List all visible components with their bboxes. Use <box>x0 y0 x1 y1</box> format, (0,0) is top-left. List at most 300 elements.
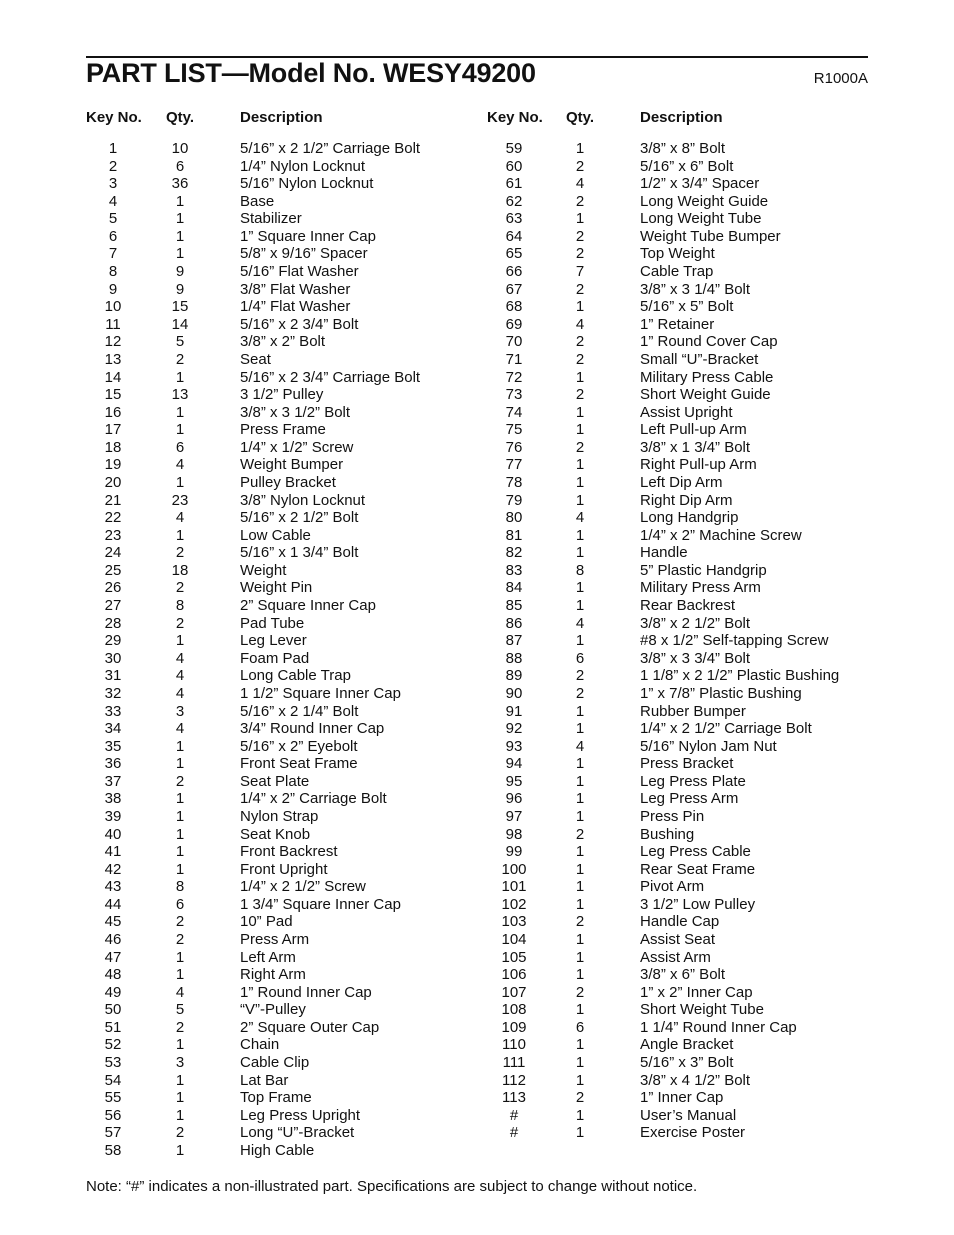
part-description: “V”-Pulley <box>240 1001 306 1019</box>
part-key-number: 56 <box>104 1106 122 1124</box>
part-row <box>0 527 477 545</box>
part-quantity: 4 <box>175 456 185 474</box>
part-quantity: 5 <box>175 333 185 351</box>
part-description: Leg Press Arm <box>640 790 739 808</box>
part-quantity: 6 <box>175 438 185 456</box>
part-row <box>0 228 477 246</box>
part-key-number: 34 <box>104 720 122 738</box>
part-description: Leg Press Cable <box>640 843 751 861</box>
footer-note: Note: “#” indicates a non-illustrated part. Specifications are subject to change without notice. <box>86 1178 698 1195</box>
part-key-number: 88 <box>505 649 523 667</box>
document-code: R1000A <box>813 70 868 87</box>
part-quantity: 2 <box>175 350 185 368</box>
part-quantity: 2 <box>575 333 585 351</box>
part-key-number: 109 <box>501 1018 527 1036</box>
part-row <box>0 263 477 281</box>
part-key-number: 49 <box>104 983 122 1001</box>
page-title: PART LIST—Model No. WESY49200 <box>86 58 536 88</box>
part-row <box>477 615 954 633</box>
part-quantity: 1 <box>175 473 185 491</box>
part-key-number: 37 <box>104 772 122 790</box>
part-description: 1 1/8” x 2 1/2” Plastic Bushing <box>640 667 840 685</box>
part-row <box>0 826 477 844</box>
part-row <box>477 843 954 861</box>
part-quantity: 1 <box>575 579 585 597</box>
part-row <box>0 474 477 492</box>
part-key-number: 90 <box>505 684 523 702</box>
part-row <box>0 1019 477 1037</box>
part-row <box>0 703 477 721</box>
part-key-number: 2 <box>108 157 118 175</box>
part-row <box>0 1107 477 1125</box>
part-quantity: 4 <box>575 737 585 755</box>
part-description: 1/4” Nylon Locknut <box>240 157 366 175</box>
part-row <box>0 1089 477 1107</box>
part-description: 3/8” x 4 1/2” Bolt <box>640 1071 751 1089</box>
part-description: Pivot Arm <box>640 878 705 896</box>
part-key-number: 77 <box>505 456 523 474</box>
part-key-number: 76 <box>505 438 523 456</box>
part-row <box>477 632 954 650</box>
part-description: 5/16” Nylon Jam Nut <box>640 737 777 755</box>
part-description: Top Weight <box>640 245 715 263</box>
part-row <box>0 650 477 668</box>
part-quantity: 2 <box>175 913 185 931</box>
part-quantity: 1 <box>575 720 585 738</box>
part-key-number: 8 <box>108 263 118 281</box>
part-row <box>477 158 954 176</box>
part-row <box>0 492 477 510</box>
part-key-number: 11 <box>105 315 121 333</box>
part-quantity: 2 <box>575 438 585 456</box>
part-description: Assist Arm <box>640 948 711 966</box>
part-row <box>477 790 954 808</box>
part-description: 1/4” x 2” Machine Screw <box>640 526 802 544</box>
part-key-number: 9 <box>108 280 118 298</box>
part-description: Base <box>240 192 275 210</box>
part-description: 1” Round Inner Cap <box>240 983 372 1001</box>
part-key-number: 14 <box>104 368 122 386</box>
part-key-number: 81 <box>505 526 523 544</box>
part-row <box>0 632 477 650</box>
part-row <box>0 720 477 738</box>
part-quantity: 2 <box>575 227 585 245</box>
part-description: Chain <box>240 1036 280 1054</box>
part-quantity: 2 <box>575 983 585 1001</box>
part-quantity: 18 <box>171 561 189 579</box>
part-row <box>0 843 477 861</box>
part-row <box>477 738 954 756</box>
part-key-number: 67 <box>505 280 523 298</box>
part-description: Long Handgrip <box>640 509 739 527</box>
part-key-number: 69 <box>505 315 523 333</box>
part-row <box>0 615 477 633</box>
part-quantity: 1 <box>175 526 185 544</box>
part-quantity: 5 <box>175 1001 185 1019</box>
part-description: 1 3/4” Square Inner Cap <box>240 895 401 913</box>
part-quantity: 1 <box>575 860 585 878</box>
part-quantity: 1 <box>575 1054 585 1072</box>
part-description: Long Cable Trap <box>240 667 351 685</box>
part-quantity: 6 <box>175 895 185 913</box>
part-key-number: 79 <box>505 491 523 509</box>
part-row <box>0 1072 477 1090</box>
part-key-number: 4 <box>108 192 118 210</box>
part-key-number: 70 <box>505 333 523 351</box>
part-quantity: 6 <box>175 157 185 175</box>
part-row <box>477 1019 954 1037</box>
part-row <box>477 228 954 246</box>
part-description: 10” Pad <box>240 913 293 931</box>
part-quantity: 2 <box>575 350 585 368</box>
part-quantity: 7 <box>575 263 585 281</box>
part-quantity: 1 <box>575 702 585 720</box>
part-quantity: 1 <box>575 790 585 808</box>
part-row <box>477 931 954 949</box>
part-key-number: 92 <box>505 720 523 738</box>
part-description: Nylon Strap <box>240 807 319 825</box>
part-key-number: 30 <box>104 649 122 667</box>
part-description: 1” Square Inner Cap <box>240 227 376 245</box>
part-description: Press Frame <box>240 421 326 439</box>
part-quantity: 2 <box>575 1089 585 1107</box>
part-quantity: 1 <box>575 843 585 861</box>
part-row <box>477 439 954 457</box>
part-row <box>0 210 477 228</box>
part-row <box>0 913 477 931</box>
part-key-number: 80 <box>505 509 523 527</box>
part-row <box>477 755 954 773</box>
part-quantity: 4 <box>175 720 185 738</box>
part-description: 5/16” x 2 1/2” Carriage Bolt <box>240 140 421 157</box>
part-quantity: 1 <box>575 597 585 615</box>
part-description: 1 1/4” Round Inner Cap <box>640 1018 797 1036</box>
part-row <box>477 1001 954 1019</box>
part-key-number: 39 <box>104 807 122 825</box>
part-key-number: 96 <box>505 790 523 808</box>
part-key-number: 18 <box>104 438 122 456</box>
part-key-number: 23 <box>104 526 122 544</box>
part-key-number: 12 <box>104 333 122 351</box>
part-description: Weight <box>240 561 287 579</box>
part-row <box>0 1001 477 1019</box>
part-key-number: 29 <box>104 632 122 650</box>
part-key-number: 66 <box>505 263 523 281</box>
part-row <box>0 404 477 422</box>
part-description: 5/16” Flat Washer <box>240 263 359 281</box>
part-quantity: 36 <box>171 175 189 193</box>
part-quantity: 1 <box>175 210 185 228</box>
part-description: 5/16” x 2 1/4” Bolt <box>240 702 359 720</box>
part-key-number: 104 <box>501 931 527 949</box>
part-quantity: 1 <box>175 368 185 386</box>
part-quantity: 4 <box>175 684 185 702</box>
part-description: Small “U”-Bracket <box>640 350 759 368</box>
part-description: 5/16” Nylon Locknut <box>240 175 374 193</box>
part-description: 3/8” x 2 1/2” Bolt <box>640 614 751 632</box>
part-row <box>477 281 954 299</box>
part-row <box>477 1036 954 1054</box>
part-quantity: 1 <box>575 1124 585 1142</box>
part-key-number: 48 <box>104 966 122 984</box>
part-quantity: 1 <box>575 807 585 825</box>
part-description: Cable Clip <box>240 1054 310 1072</box>
part-key-number: 78 <box>505 473 523 491</box>
part-key-number: 108 <box>501 1001 527 1019</box>
part-key-number: 31 <box>104 667 122 685</box>
part-quantity: 1 <box>575 1071 585 1089</box>
part-quantity: 4 <box>175 667 185 685</box>
part-key-number: 106 <box>501 966 527 984</box>
part-key-number: 95 <box>505 772 523 790</box>
part-row <box>0 509 477 527</box>
part-row <box>477 369 954 387</box>
part-quantity: 23 <box>171 491 189 509</box>
part-quantity: 1 <box>175 1141 185 1159</box>
part-row <box>477 1089 954 1107</box>
part-key-number: 107 <box>501 983 527 1001</box>
part-quantity: 6 <box>575 1018 585 1036</box>
part-quantity: 1 <box>175 245 185 263</box>
part-description: Short Weight Tube <box>640 1001 764 1019</box>
part-description: Seat Plate <box>240 772 310 790</box>
part-quantity: 1 <box>575 403 585 421</box>
part-row <box>477 492 954 510</box>
part-key-number: 24 <box>104 544 122 562</box>
part-description: High Cable <box>240 1141 315 1159</box>
part-quantity: 2 <box>175 614 185 632</box>
part-description: Right Pull-up Arm <box>640 456 757 474</box>
part-key-number: 10 <box>104 298 122 316</box>
part-key-number: 17 <box>104 421 122 439</box>
part-key-number: 85 <box>505 597 523 615</box>
part-description: 3/4” Round Inner Cap <box>240 720 385 738</box>
part-description: 5/16” x 2 3/4” Carriage Bolt <box>240 368 421 386</box>
part-row <box>0 158 477 176</box>
part-key-number: 57 <box>104 1124 122 1142</box>
part-row <box>0 333 477 351</box>
part-row <box>477 720 954 738</box>
part-row <box>477 404 954 422</box>
part-quantity: 1 <box>575 966 585 984</box>
part-description: 3/8” x 6” Bolt <box>640 966 726 984</box>
part-key-number: 53 <box>104 1054 122 1072</box>
part-quantity: 1 <box>175 790 185 808</box>
part-description: 5/16” x 5” Bolt <box>640 298 734 316</box>
part-quantity: 8 <box>175 878 185 896</box>
part-key-number: 19 <box>104 456 122 474</box>
part-row <box>0 878 477 896</box>
part-quantity: 1 <box>575 473 585 491</box>
part-description: Seat Knob <box>240 825 311 843</box>
part-key-number: 41 <box>104 843 122 861</box>
part-key-number: 32 <box>104 684 122 702</box>
part-row <box>0 861 477 879</box>
part-row <box>0 685 477 703</box>
part-key-number: 87 <box>505 632 523 650</box>
part-quantity: 8 <box>575 561 585 579</box>
part-key-number: 93 <box>505 737 523 755</box>
part-description: Bushing <box>640 825 695 843</box>
part-description: Weight Pin <box>240 579 313 597</box>
part-key-number: 97 <box>505 807 523 825</box>
part-description: 1” x 7/8” Plastic Bushing <box>640 684 802 702</box>
part-row <box>0 298 477 316</box>
part-key-number: 98 <box>505 825 523 843</box>
part-quantity: 1 <box>575 931 585 949</box>
part-row <box>477 210 954 228</box>
part-key-number: 20 <box>104 473 122 491</box>
part-description: 2” Square Outer Cap <box>240 1018 380 1036</box>
part-row <box>477 456 954 474</box>
part-quantity: 2 <box>175 931 185 949</box>
left-header-key: Key No. <box>86 109 142 126</box>
part-quantity: 1 <box>575 491 585 509</box>
part-description: Leg Press Plate <box>640 772 746 790</box>
part-description: 3/8” Nylon Locknut <box>240 491 366 509</box>
part-description: User’s Manual <box>640 1106 737 1124</box>
part-description: Angle Bracket <box>640 1036 734 1054</box>
part-key-number: 59 <box>505 140 523 157</box>
part-description: 5/16” x 2 3/4” Bolt <box>240 315 359 333</box>
part-quantity: 2 <box>575 913 585 931</box>
part-key-number: 16 <box>104 403 122 421</box>
part-row <box>0 562 477 580</box>
part-key-number: 44 <box>104 895 122 913</box>
part-description: Rear Seat Frame <box>640 860 756 878</box>
right-header-qty: Qty. <box>566 109 595 126</box>
part-row <box>477 861 954 879</box>
part-description: 1/2” x 3/4” Spacer <box>640 175 760 193</box>
part-key-number: 71 <box>505 350 523 368</box>
part-key-number: 7 <box>108 245 118 263</box>
part-key-number: 43 <box>104 878 122 896</box>
part-row <box>0 351 477 369</box>
part-row <box>0 245 477 263</box>
part-quantity: 1 <box>575 526 585 544</box>
part-description: Pad Tube <box>240 614 305 632</box>
part-row <box>0 439 477 457</box>
part-row <box>477 949 954 967</box>
part-quantity: 1 <box>175 632 185 650</box>
part-key-number: 75 <box>505 421 523 439</box>
part-row <box>477 1124 954 1142</box>
part-key-number: 38 <box>104 790 122 808</box>
part-description: Assist Upright <box>640 403 733 421</box>
part-quantity: 1 <box>175 948 185 966</box>
part-row <box>477 175 954 193</box>
part-row <box>477 1054 954 1072</box>
part-quantity: 15 <box>171 298 189 316</box>
part-key-number: 111 <box>502 1054 526 1072</box>
part-row <box>0 667 477 685</box>
left-header-description: Description <box>240 109 323 126</box>
part-key-number: 33 <box>104 702 122 720</box>
part-quantity: 1 <box>175 192 185 210</box>
part-quantity: 1 <box>175 227 185 245</box>
part-key-number: 46 <box>104 931 122 949</box>
part-quantity: 1 <box>575 755 585 773</box>
part-quantity: 9 <box>175 263 185 281</box>
part-key-number: 110 <box>502 1036 526 1054</box>
part-key-number: 58 <box>104 1141 122 1159</box>
part-key-number: 86 <box>505 614 523 632</box>
part-description: 1/4” x 2 1/2” Carriage Bolt <box>640 720 812 738</box>
part-description: Press Pin <box>640 807 705 825</box>
part-description: Left Arm <box>240 948 296 966</box>
part-row <box>477 527 954 545</box>
part-description: 3/8” x 1 3/4” Bolt <box>640 438 751 456</box>
part-quantity: 1 <box>575 1106 585 1124</box>
part-row <box>477 984 954 1002</box>
part-row <box>477 685 954 703</box>
part-description: 1” x 2” Inner Cap <box>640 983 753 1001</box>
part-row <box>477 245 954 263</box>
part-description: Military Press Cable <box>640 368 774 386</box>
part-description: 3/8” x 8” Bolt <box>640 140 726 157</box>
part-key-number: 62 <box>505 192 523 210</box>
part-quantity: 1 <box>575 948 585 966</box>
part-key-number: 36 <box>104 755 122 773</box>
part-description: 5/8” x 9/16” Spacer <box>240 245 368 263</box>
part-key-number: # <box>509 1106 519 1124</box>
part-key-number: 45 <box>104 913 122 931</box>
part-row <box>477 421 954 439</box>
part-row <box>477 1072 954 1090</box>
part-description: Long Weight Guide <box>640 192 769 210</box>
part-quantity: 2 <box>175 544 185 562</box>
part-description: Right Dip Arm <box>640 491 733 509</box>
part-row <box>477 263 954 281</box>
part-key-number: 50 <box>104 1001 122 1019</box>
part-description: 1/4” Flat Washer <box>240 298 351 316</box>
part-quantity: 6 <box>575 649 585 667</box>
part-key-number: 103 <box>501 913 527 931</box>
part-row <box>0 1036 477 1054</box>
part-description: 3/8” x 3 1/2” Bolt <box>240 403 351 421</box>
part-row <box>0 456 477 474</box>
part-row <box>477 650 954 668</box>
part-key-number: 101 <box>501 878 527 896</box>
part-description: Weight Bumper <box>240 456 344 474</box>
part-key-number: 83 <box>505 561 523 579</box>
part-row <box>477 808 954 826</box>
part-row <box>0 790 477 808</box>
part-key-number: 25 <box>104 561 122 579</box>
part-quantity: 1 <box>175 807 185 825</box>
part-quantity: 2 <box>575 386 585 404</box>
part-quantity: 2 <box>575 192 585 210</box>
part-description: 2” Square Inner Cap <box>240 597 376 615</box>
part-description: Front Seat Frame <box>240 755 358 773</box>
part-description: 1” Retainer <box>640 315 715 333</box>
part-description: 1/4” x 2” Carriage Bolt <box>240 790 387 808</box>
part-row <box>477 316 954 334</box>
part-row <box>0 175 477 193</box>
part-description: Handle Cap <box>640 913 720 931</box>
part-description: #8 x 1/2” Self-tapping Screw <box>640 632 829 650</box>
part-row <box>477 474 954 492</box>
part-description: Cable Trap <box>640 263 714 281</box>
part-key-number: 74 <box>505 403 523 421</box>
part-key-number: 51 <box>104 1018 122 1036</box>
left-parts-list <box>0 140 477 1160</box>
part-quantity: 2 <box>575 684 585 702</box>
part-key-number: 21 <box>104 491 122 509</box>
part-quantity: 1 <box>175 737 185 755</box>
part-quantity: 4 <box>175 649 185 667</box>
part-key-number: 72 <box>505 368 523 386</box>
